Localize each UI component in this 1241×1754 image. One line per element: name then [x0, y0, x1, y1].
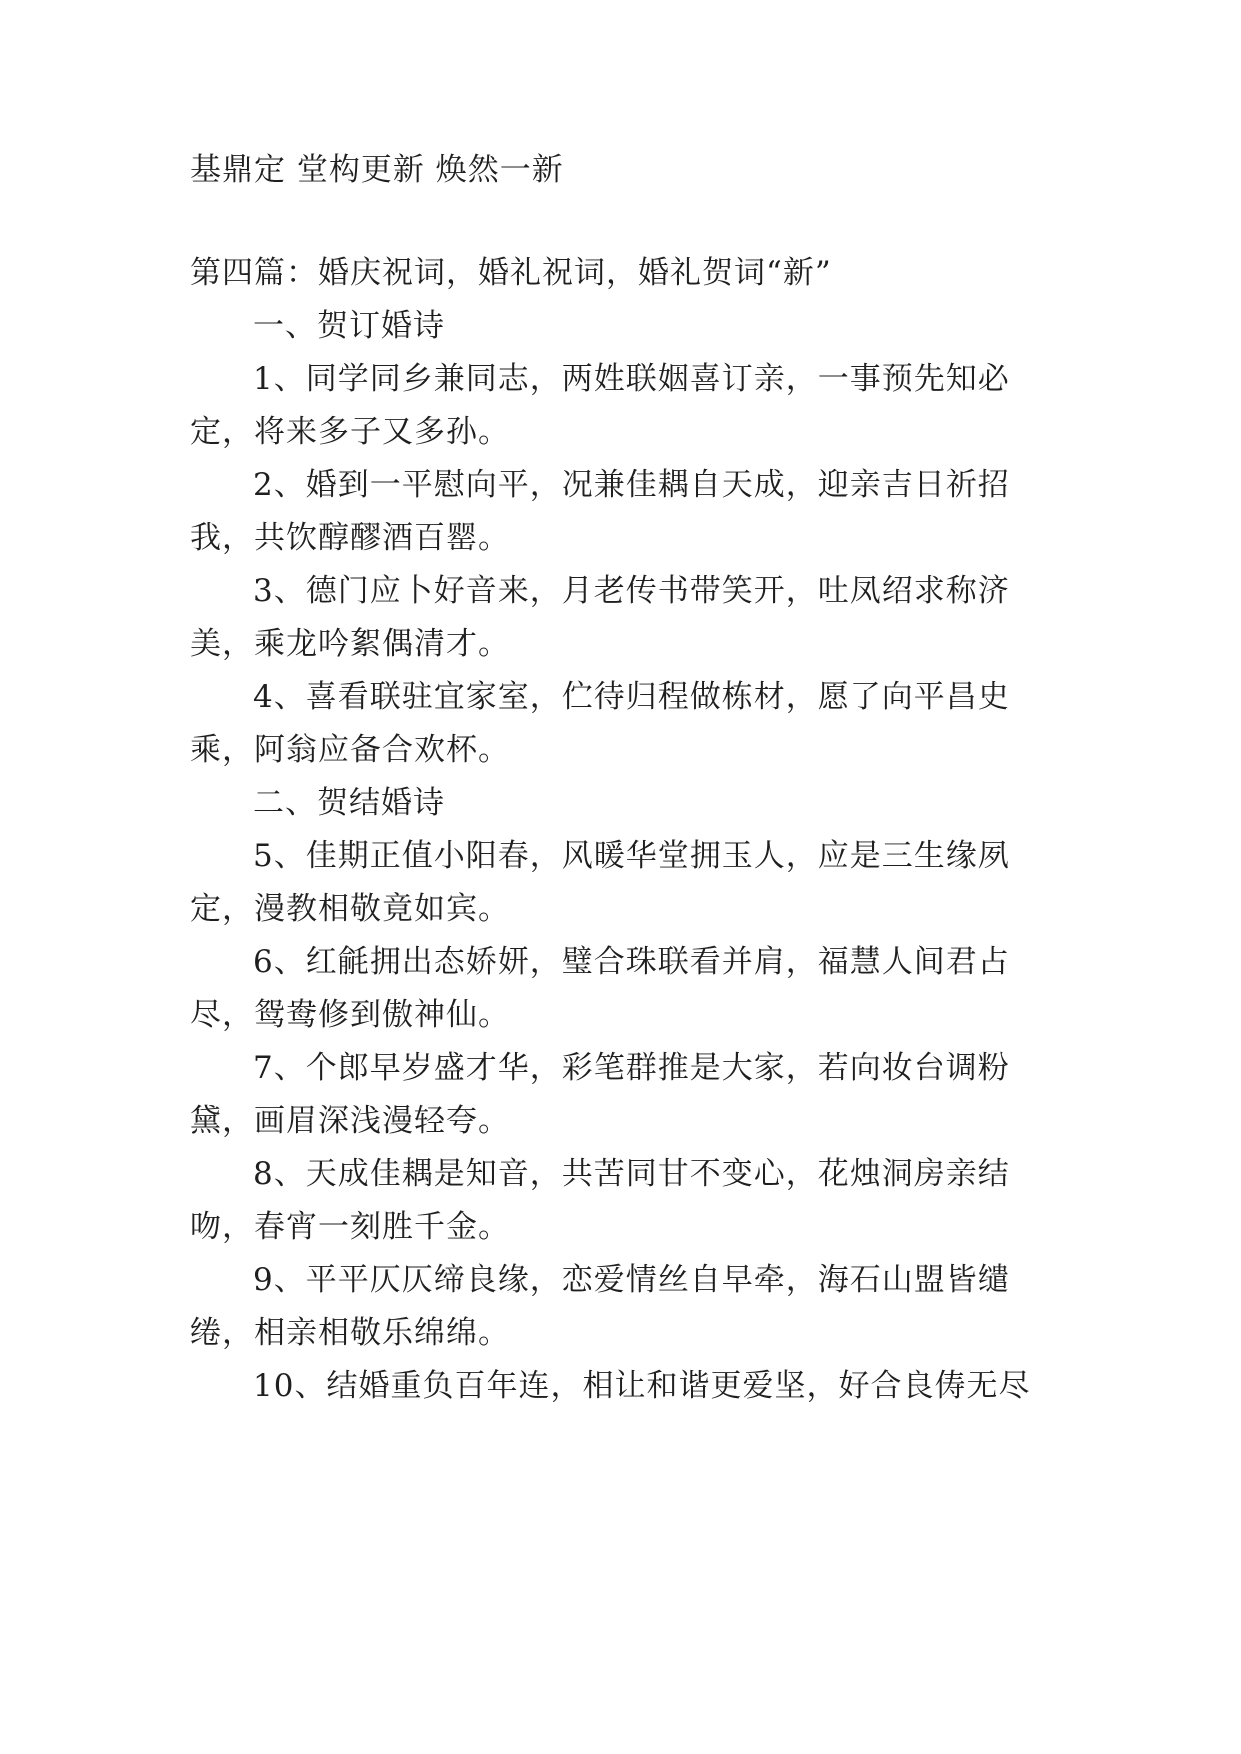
- subheading-engagement-poems: 一、贺订婚诗: [253, 308, 445, 344]
- poem-1-line-1: 1、同学同乡兼同志，两姓联姻喜订亲，一事预先知必: [253, 361, 1010, 397]
- poem-9-line-2: 绻，相亲相敬乐绵绵。: [190, 1315, 510, 1351]
- poem-2-line-2: 我，共饮醇醪酒百罂。: [190, 520, 510, 556]
- poem-7-line-2: 黛，画眉深浅漫轻夸。: [190, 1103, 510, 1139]
- poem-3-line-2: 美，乘龙吟絮偶清才。: [190, 626, 510, 662]
- poem-9-line-1: 9、平平仄仄缔良缘，恋爱情丝自早牵，海石山盟皆缱: [253, 1262, 1010, 1298]
- poem-6-line-1: 6、红毹拥出态娇妍，璧合珠联看并肩，福慧人间君占: [253, 944, 1010, 980]
- subheading-wedding-poems: 二、贺结婚诗: [253, 785, 445, 821]
- poem-8-line-1: 8、天成佳耦是知音，共苦同甘不变心，花烛洞房亲结: [253, 1156, 1010, 1192]
- poem-4-line-1: 4、喜看联驻宜家室，伫待归程做栋材，愿了向平昌史: [253, 679, 1010, 715]
- section-title: 第四篇：婚庆祝词，婚礼祝词，婚礼贺词“新”: [190, 255, 832, 291]
- poem-1-line-2: 定，将来多子又多孙。: [190, 414, 510, 450]
- poem-3-line-1: 3、德门应卜好音来，月老传书带笑开，吐凤绍求称济: [253, 573, 1010, 609]
- fragment-line: 基鼎定 堂构更新 焕然一新: [190, 152, 564, 188]
- poem-6-line-2: 尽，鸳鸯修到傲神仙。: [190, 997, 510, 1033]
- poem-2-line-1: 2、婚到一平慰向平，况兼佳耦自天成，迎亲吉日祈招: [253, 467, 1010, 503]
- poem-7-line-1: 7、个郎早岁盛才华，彩笔群推是大家，若向妆台调粉: [253, 1050, 1010, 1086]
- poem-8-line-2: 吻，春宵一刻胜千金。: [190, 1209, 510, 1245]
- poem-10-line-1: 10、结婚重负百年连，相让和谐更爱坚，好合良俦无尽: [253, 1368, 1031, 1404]
- poem-4-line-2: 乘，阿翁应备合欢杯。: [190, 732, 510, 768]
- poem-5-line-1: 5、佳期正值小阳春，风暖华堂拥玉人，应是三生缘夙: [253, 838, 1010, 874]
- poem-5-line-2: 定，漫教相敬竟如宾。: [190, 891, 510, 927]
